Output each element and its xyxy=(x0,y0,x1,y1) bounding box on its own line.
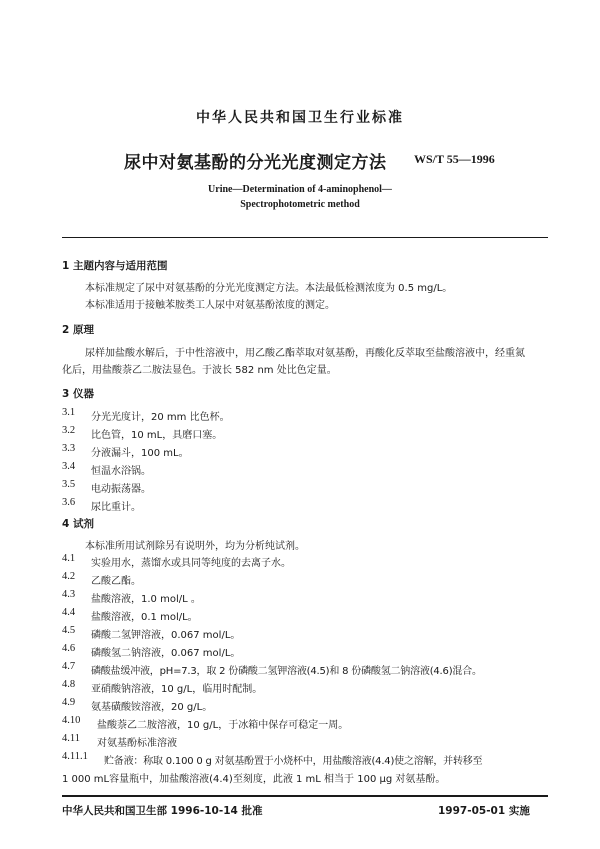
section-1-para-1: 本标准规定了尿中对氨基酚的分光光度测定方法。本法最低检测浓度为 0.5 mg/L。 xyxy=(85,283,453,294)
item-4-11-text: 对氨基酚标准溶液 xyxy=(97,738,177,749)
item-4-4-number: 4.4 xyxy=(62,607,76,618)
item-4-11-number: 4.11 xyxy=(62,733,80,744)
item-3-4-text: 恒温水浴锅。 xyxy=(91,466,151,477)
item-4-6-number: 4.6 xyxy=(62,643,76,654)
section-3-heading: 3 仪器 xyxy=(62,388,94,400)
item-4-11-1-number: 4.11.1 xyxy=(62,751,88,762)
item-3-5-number: 3.5 xyxy=(62,479,76,490)
section-4-intro: 本标准所用试剂除另有说明外，均为分析纯试剂。 xyxy=(85,541,305,552)
item-3-2-number: 3.2 xyxy=(62,425,76,436)
item-4-8-text: 亚硝酸钠溶液，10 g/L，临用时配制。 xyxy=(91,684,263,695)
approval-date: 中华人民共和国卫生部 1996-10-14 批准 xyxy=(62,805,263,817)
header-divider xyxy=(62,237,548,238)
item-4-2-text: 乙酸乙酯。 xyxy=(91,576,141,587)
item-4-4-text: 盐酸溶液，0.1 mol/L。 xyxy=(91,612,198,623)
item-4-1-text: 实验用水，蒸馏水或具同等纯度的去离子水。 xyxy=(91,558,291,569)
english-title-line1: Urine—Determination of 4-aminophenol— xyxy=(208,184,392,195)
footer-divider xyxy=(62,795,548,797)
standard-code: WS/T 55—1996 xyxy=(414,152,495,166)
item-3-1-text: 分光光度计，20 mm 比色杯。 xyxy=(91,412,230,423)
item-4-5-number: 4.5 xyxy=(62,625,76,636)
issuing-authority: 中华人民共和国卫生行业标准 xyxy=(196,110,404,126)
section-2-para-line2: 化后，用盐酸萘乙二胺法显色。于波长 582 nm 处比色定量。 xyxy=(62,365,337,376)
item-4-10-number: 4.10 xyxy=(62,715,81,726)
item-4-11-1-continuation: 1 000 mL容量瓶中，加盐酸溶液(4.4)至刻度，此液 1 mL 相当于 100 μg 对氨基酚。 xyxy=(62,774,446,785)
english-title-line2: Spectrophotometric method xyxy=(240,199,360,210)
section-1-heading: 1 主题内容与适用范围 xyxy=(62,260,168,272)
item-4-10-text: 盐酸萘乙二胺溶液，10 g/L，于冰箱中保存可稳定一周。 xyxy=(97,720,349,731)
document-title: 尿中对氨基酚的分光光度测定方法 xyxy=(124,153,387,173)
item-3-3-number: 3.3 xyxy=(62,443,76,454)
item-4-3-text: 盐酸溶液，1.0 mol/L 。 xyxy=(91,594,201,605)
section-2-para-line1: 尿样加盐酸水解后，于中性溶液中，用乙酸乙酯萃取对氨基酚，再酸化反萃取至盐酸溶液中，经重氮 xyxy=(85,348,525,359)
section-1-para-2: 本标准适用于接触苯胺类工人尿中对氨基酚浓度的测定。 xyxy=(85,300,335,311)
item-3-6-number: 3.6 xyxy=(62,497,76,508)
item-4-6-text: 磷酸氢二钠溶液，0.067 mol/L。 xyxy=(91,648,241,659)
section-2-heading: 2 原理 xyxy=(62,324,94,336)
item-4-7-number: 4.7 xyxy=(62,661,76,672)
item-3-2-text: 比色管，10 mL，具磨口塞。 xyxy=(91,430,223,441)
item-4-1-number: 4.1 xyxy=(62,553,76,564)
item-4-2-number: 4.2 xyxy=(62,571,76,582)
item-3-1-number: 3.1 xyxy=(62,407,76,418)
item-4-9-number: 4.9 xyxy=(62,697,76,708)
item-4-5-text: 磷酸二氢钾溶液，0.067 mol/L。 xyxy=(91,630,241,641)
item-4-9-text: 氨基磺酸铵溶液，20 g/L。 xyxy=(91,702,213,713)
implementation-date: 1997-05-01 实施 xyxy=(438,805,530,817)
item-3-6-text: 尿比重计。 xyxy=(91,502,141,513)
item-4-11-1-text: 贮备液：称取 0.100 0 g 对氨基酚置于小烧杯中，用盐酸溶液(4.4)使之溶解，并转移至 xyxy=(104,756,483,767)
item-4-3-number: 4.3 xyxy=(62,589,76,600)
item-3-3-text: 分液漏斗，100 mL。 xyxy=(91,448,189,459)
item-4-8-number: 4.8 xyxy=(62,679,76,690)
section-4-heading: 4 试剂 xyxy=(62,518,94,530)
item-3-5-text: 电动振荡器。 xyxy=(91,484,151,495)
item-4-7-text: 磷酸盐缓冲液，pH=7.3，取 2 份磷酸二氢钾溶液(4.5)和 8 份磷酸氢二钠溶液(4.6)混合。 xyxy=(91,666,482,677)
item-3-4-number: 3.4 xyxy=(62,461,76,472)
